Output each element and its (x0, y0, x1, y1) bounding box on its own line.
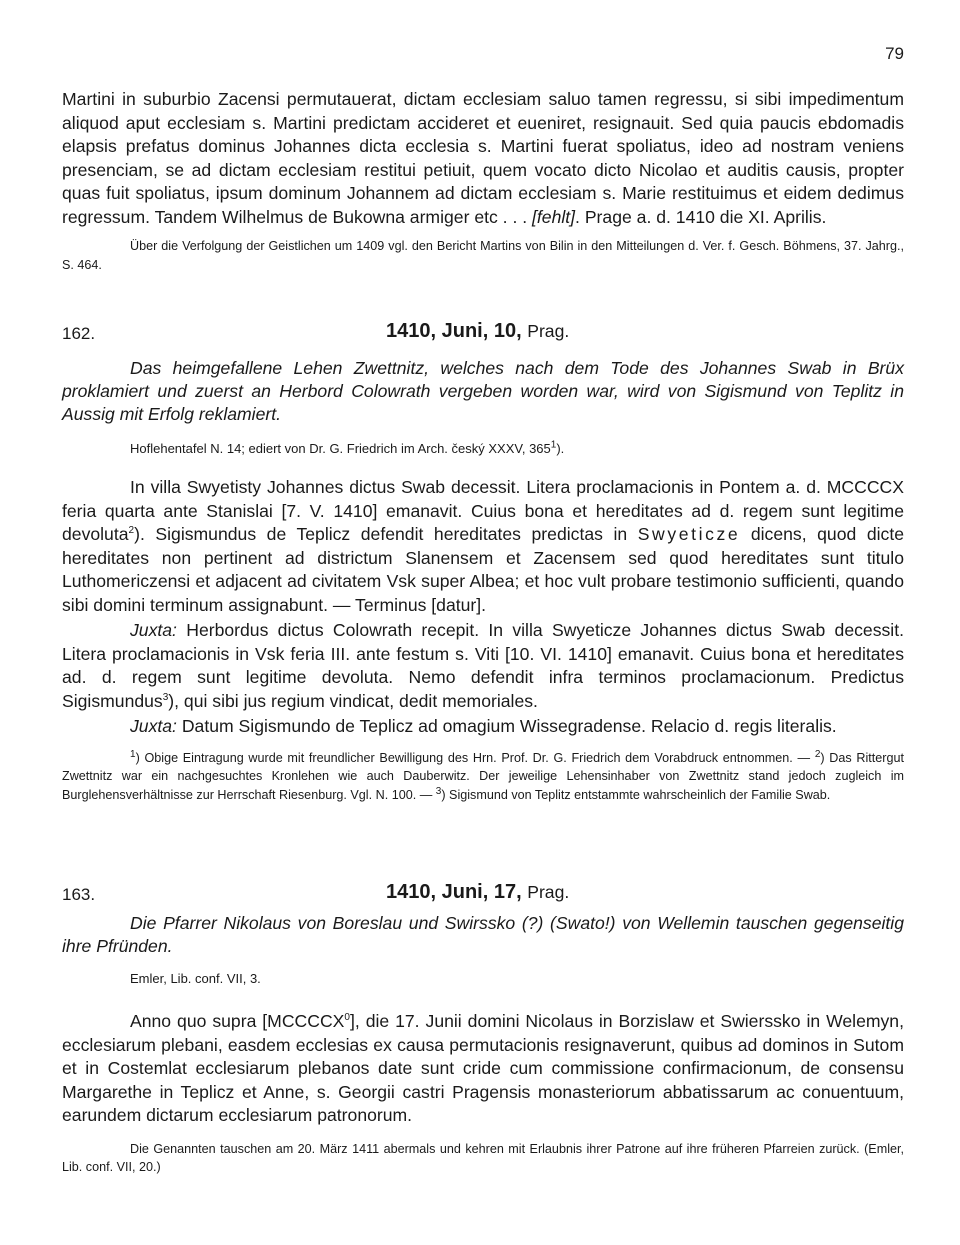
entry-162-paragraph-3: Juxta: Datum Sigismundo de Teplicz ad omagium Wissegradense. Relacio d. regis literalis. (130, 716, 837, 736)
entry-163-date: 1410, Juni, 17, Prag. (386, 881, 570, 903)
entry-163-regest: Die Pfarrer Nikolaus von Boreslau und Swirssko (?) (Swato!) von Wellemin tauschen gegenseitig ihre Pfründen. (62, 913, 904, 956)
entry-163-header (62, 881, 904, 907)
entry-162-paragraph-1: In villa Swyetisty Johannes dictus Swab decessit. Litera proclamacionis in Pontem a. d. MCCCCX feria quarta ante Stanislai [7. V. 1410] emanavit. Cuius bona et hereditates ad d. regem sunt legitime devoluta$^2$). Sigismundus de Teplicz defendit hereditates predictas in Swyeticze dicens, quod dicte hereditates non pertinent ad districtum Slanensem et Zacensem sed quod hereditates sunt titulo Luthomericzensi et adjacent ad civitatem Vsk super Albea; et hoc vult probare testimonio sufficienti, quando sibi domini terminum assignabunt. — Terminus [datur]. (62, 477, 904, 615)
entry-162-footnotes: $^1$) Obige Eintragung wurde mit freundlicher Bewilligung des Hrn. Prof. Dr. G. Friedrich dem Vorabdruck entnommen. — $^2$) Das Rittergut Zwettnitz war ein nachgesuchtes Kronlehen wie auch Dauberwitz. Der jeweilige Lehensinhaber von Zwettnitz stand jedoch zugleich im Burglehensverhältnisse zur Herrschaft Riesenburg. Vgl. N. 100. — $^3$) Sigismund von Teplitz entstammte wahrscheinlich der Familie Swab. (62, 748, 904, 802)
entry-163-source: Emler, Lib. conf. VII, 3. (130, 971, 261, 986)
entry-162-header (62, 320, 904, 346)
opening-note: Über die Verfolgung der Geistlichen um 1409 vgl. den Bericht Martins von Bilin in den Mitteilungen d. Ver. f. Gesch. Böhmens, 37. Jahrg., S. 464. (62, 239, 904, 272)
page-number: 79 (885, 44, 904, 63)
entry-163-paragraph: Anno quo supra [MCCCCX$^0$], die 17. Junii domini Nicolaus in Borzislaw et Swierssko in Welemyn, ecclesiarum plebani, easdem ecclesias ex causa permutacionis resignaverunt, quibus ad dominos in Sutom et in Costemlat ecclesiarum plebanos date sunt cride cum commissione confirmacionum, de consensu Margarethe in Teplicz et Anne, s. Georgii castri Pragensis monasteriorum abbatissarum ac conuentuum, earundem dictarum ecclesiarum patronorum. (62, 1011, 904, 1125)
entry-162-date: 1410, Juni, 10, Prag. (386, 320, 570, 342)
entry-162-regest: Das heimgefallene Lehen Zwettnitz, welches nach dem Tode des Johannes Swab in Brüx proklamiert und zuerst an Herbord Colowrath vergeben worden war, wird von Sigismund von Teplitz in Aussig mit Erfolg reklamiert. (62, 358, 904, 424)
entry-163-number: 163. (62, 885, 96, 904)
entry-162-number: 162. (62, 324, 96, 343)
entry-162-paragraph-2: Juxta: Herbordus dictus Colowrath recepit. In villa Swyeticze Johannes dictus Swab decessit. Litera proclamacionis in Vsk feria III. ante festum s. Viti [10. VI. 1410] emanavit. Cuius bona et hereditates ad. d. regem sunt legitime devoluta. Nemo defendit infra terminos proclamacionum. Predictus Sigismundus$^3$), qui sibi jus regium vindicat, dedit memoriales. (62, 620, 904, 711)
entry-163-body (62, 912, 904, 1177)
lacuna-mark: [fehlt] (532, 206, 576, 227)
entry-163-note: Die Genannten tauschen am 20. März 1411 abermals und kehren mit Erlaubnis ihrer Patrone auf ihre früheren Pfarreien zurück. (Emler, Lib. conf. VII, 20.) (62, 1141, 904, 1174)
opening-section (62, 88, 904, 274)
entry-162-body (62, 357, 904, 804)
entry-162-source: Hoflehentafel N. 14; ediert von Dr. G. Friedrich im Arch. český XXXV, $365^1$). (130, 439, 565, 456)
opening-paragraph: Martini in suburbio Zacensi permutauerat, dictam ecclesiam saluo tamen regressu, si sibi impedimentum aliquod aput ecclesiam s. Martini predictam accideret et eueniret, resignauit. Sed quia paucis ebdomadis elapsis prefatus dominus Johannes dicta ecclesia s. Martini fuerat spoliatus, ideo ad nostram veniens presenciam, se ad dictam ecclesiam restitui petiuit, quem vocato dicto Nicolao et auditis causis, propter quas fuit spoliatus, ipsum dominum Johannem ad dictam ecclesiam s. Marie restituimus et eidem dedimus regressum. Tandem Wilhelmus de Bukowna armiger etc . . . [fehlt]. Prage a. d. 1410 die XI. Aprilis. (62, 89, 904, 227)
